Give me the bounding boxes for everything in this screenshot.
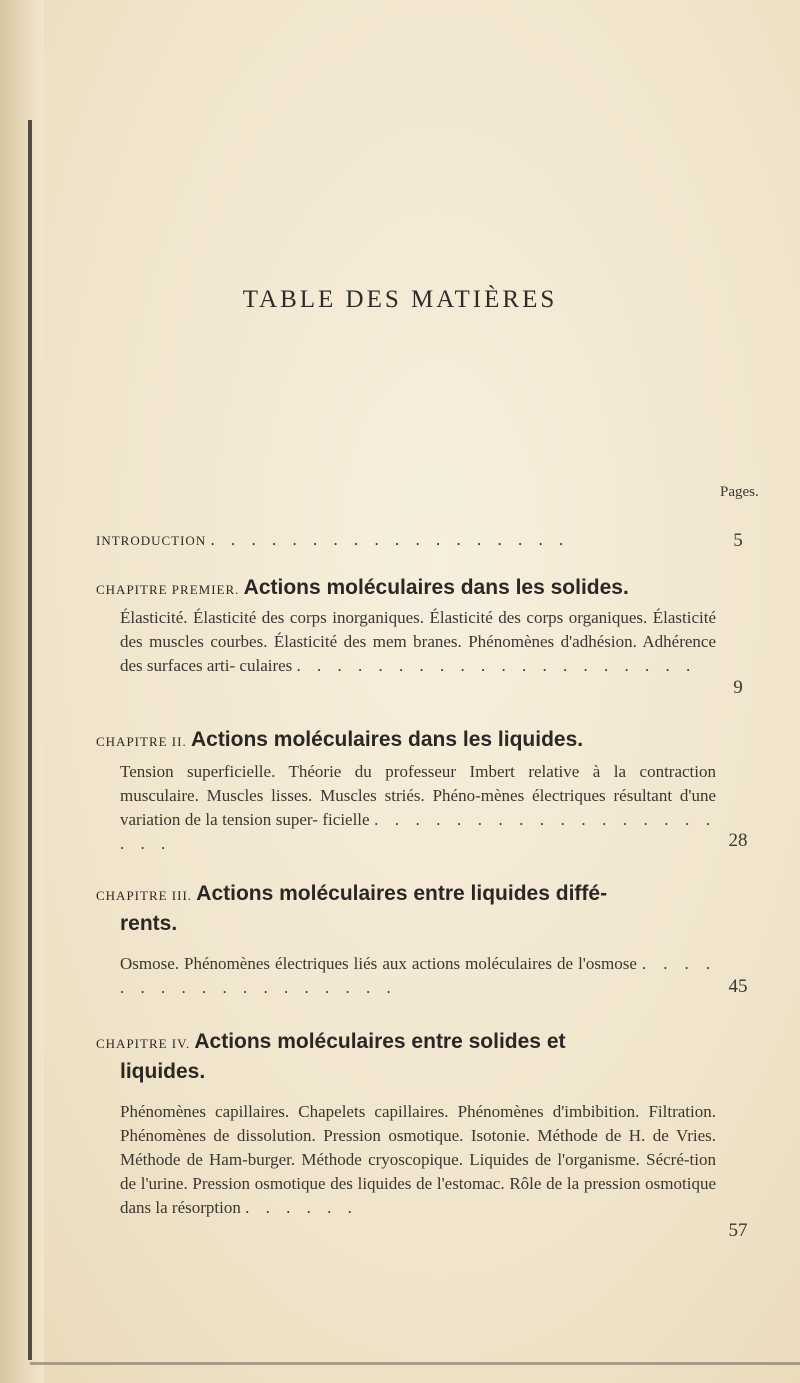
chapter-title: Actions moléculaires entre liquides diffé- [196,882,608,905]
chapter-number: CHAPITRE IV. [96,1036,191,1051]
description-text: Élasticité. Élasticité des corps inorganiques. Élasticité des corps organiques. Élasticité des muscles courbes. Élasticité des mem branes. Phénomènes d'adhésion. Adhérence des surfaces arti- [120,608,716,675]
chapter-title: Actions moléculaires dans les solides. [243,576,629,599]
description-text: Phénomènes capillaires. Chapelets capillaires. Phénomènes d'imbibition. Filtration. Phénomènes de dissolution. Pression osmotique. Isotonie. Méthode de H. de Vries. Méthode de Ham-burger. Méthode cryoscopique. Liquides de l'organisme. Sécré-tion de l'urine. Pression osmotique des liquides de l'estomac. [120,1102,716,1193]
introduction-page-number: 5 [733,530,743,551]
leader-dots: . . . . . . [245,1198,358,1217]
pages-column-label: Pages. [720,484,759,500]
chapter-4-page-number: 57 [728,1220,748,1241]
description-last: de l'osmose [557,954,637,973]
leader-dots: . . . . . . . . . . . . . . . . . . . . [296,656,697,675]
toc-entry-chapter-3-title-cont [120,912,734,936]
description-last: Rôle de la pression osmotique dans la résorption [120,1174,717,1217]
chapter-1-description [120,606,716,678]
chapter-2-page-number: 28 [728,830,748,851]
chapter-number: CHAPITRE II. [96,734,187,749]
leader-dots: . . . . . . . . . . . . . . . . . . [120,954,717,997]
chapter-title-continuation: rents. [120,912,178,935]
toc-entry-chapter-3[interactable] [96,882,710,906]
chapter-3-description [120,952,716,1000]
description-text: Osmose. Phénomènes électriques liés aux actions moléculaires [120,954,552,973]
chapter-title: Actions moléculaires entre solides et [194,1030,566,1053]
description-last: ficielle [322,810,370,829]
leader-dots: . . . . . . . . . . . . . . . . . . . . [120,810,716,853]
chapter-number: CHAPITRE PREMIER. [96,582,240,597]
toc-entry-chapter-4-title-cont [120,1060,734,1084]
description-last: culaires [239,656,293,675]
chapter-2-description [120,760,716,856]
page-binding-edge [0,0,44,1383]
toc-entry-chapter-4[interactable] [96,1030,710,1054]
introduction-label: INTRODUCTION [96,533,207,548]
chapter-title: Actions moléculaires dans les liquides. [190,728,584,751]
toc-entry-chapter-2[interactable] [96,728,710,752]
page-title: TABLE DES MATIÈRES [242,286,558,313]
description-text: Tension superficielle. Théorie du professeur Imbert relative à la contraction musculaire. Muscles lisses. Muscles striés. Phéno-mènes électriques résultant d'une variation de la tension super- [120,762,716,829]
chapter-4-description [120,1100,716,1220]
toc-entry-chapter-1[interactable] [96,576,710,600]
chapter-3-page-number: 45 [728,976,748,997]
chapter-number: CHAPITRE III. [96,888,193,903]
toc-entry-introduction[interactable] [96,530,710,550]
leader-dots: . . . . . . . . . . . . . . . . . . [210,530,570,549]
chapter-1-page-number: 9 [733,677,743,698]
page-bottom-edge [30,1362,800,1365]
chapter-title-continuation: liquides. [120,1060,206,1083]
